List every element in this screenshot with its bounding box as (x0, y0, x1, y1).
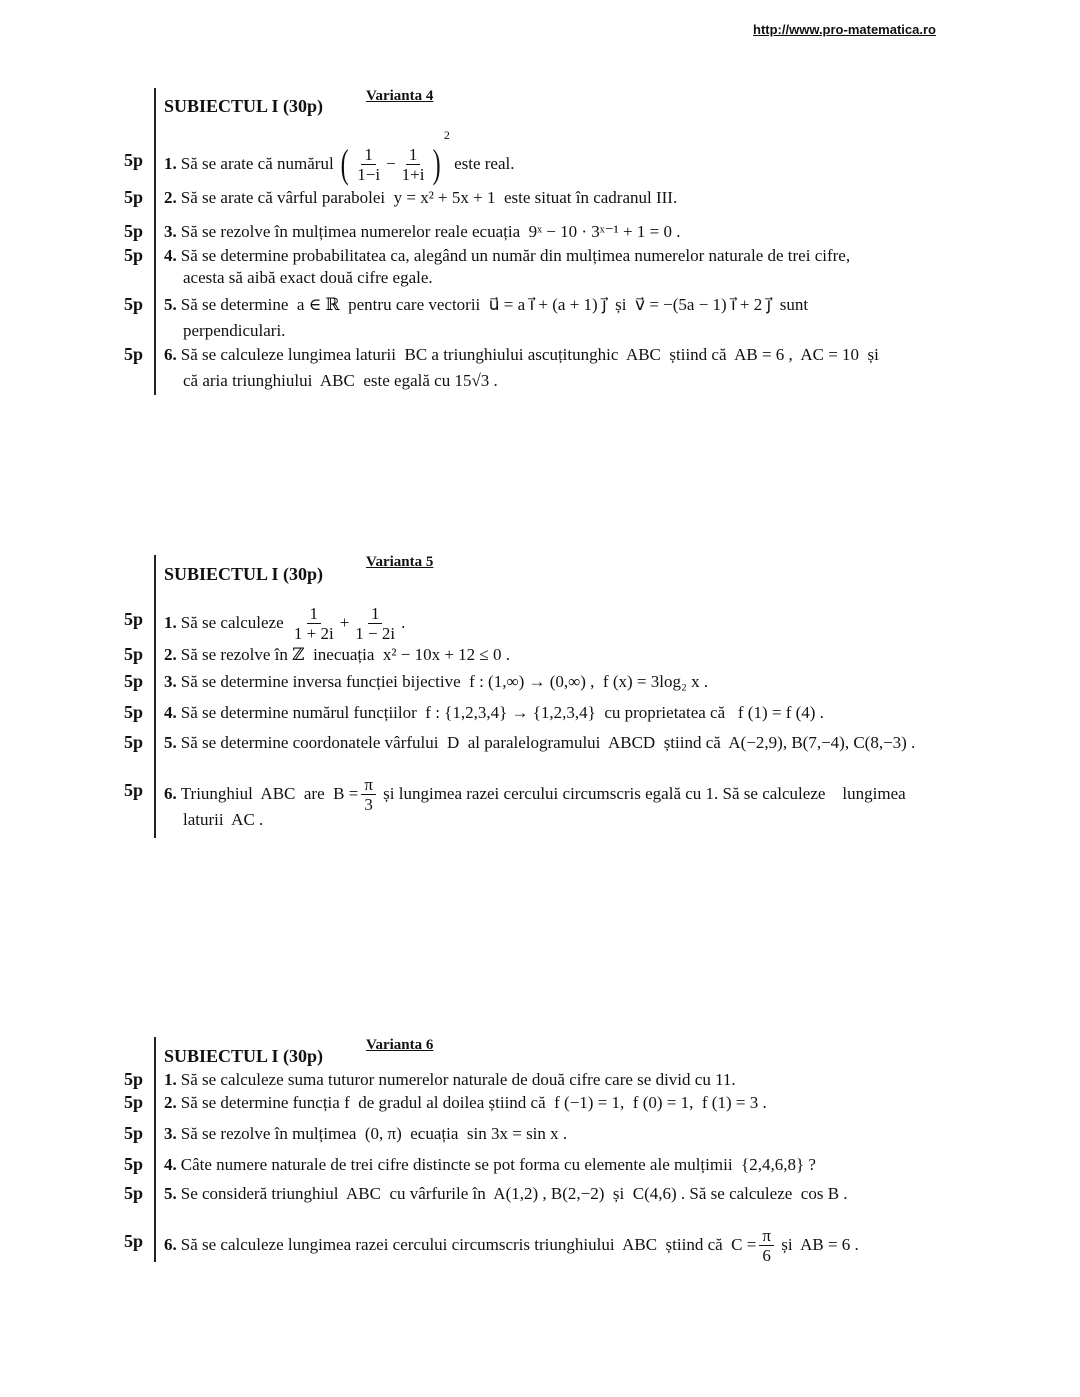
problem-number: 6. (164, 784, 177, 803)
problem-text: Să se arate că numărul (180, 154, 338, 173)
subject-heading: SUBIECTUL I (30p) (164, 564, 324, 584)
margin-rule (154, 88, 156, 395)
problem-text: perpendiculari. (183, 321, 286, 340)
problem-number: 1. (164, 154, 177, 173)
problem-number: 2. (164, 645, 177, 664)
problem-text-line (164, 671, 708, 693)
points-label: 5p (124, 732, 144, 752)
problem-text: Să se determine coordonatele vârfului D al paralelogramului ABCD știind că A(−2,9), B(7,−4), C(8,−3) . (180, 733, 916, 752)
problem-text: Să se calculeze (180, 613, 288, 632)
problem-text-line (164, 1123, 567, 1145)
margin-rule (154, 555, 156, 838)
points-label: 5p (124, 294, 144, 314)
problem-text-line (164, 772, 906, 816)
problem-text: Câte numere naturale de trei cifre distincte se pot forma cu elemente ale mulțimii {2,4,6,8} ? (180, 1155, 816, 1174)
points-label: 5p (124, 644, 144, 664)
fraction-denominator: 1 + 2i (293, 623, 334, 643)
points-label: 5p (124, 1092, 144, 1112)
problem-text-line (164, 245, 850, 267)
problem-text-line (183, 320, 285, 342)
problem-text-line (164, 732, 915, 754)
problem-text: Să se rezolve în mulțimea numerelor reale ecuația 9ˣ − 10 · 3ˣ⁻¹ + 1 = 0 . (180, 222, 681, 241)
problem-text: Să se rezolve în ℤ inecuația x² − 10x + 12 ≤ 0 . (180, 645, 511, 664)
subject-heading: SUBIECTUL I (30p) (164, 1046, 324, 1066)
problem-number: 6. (164, 345, 177, 364)
margin-rule (154, 1037, 156, 1262)
fraction-numerator: 1 (307, 604, 322, 624)
fraction-denominator: 1 − 2i (355, 623, 396, 643)
problem-text-line (183, 809, 263, 831)
parenthesis: ( (340, 141, 349, 186)
problem-text: și lungimea razei cercului circumscris egală cu 1. Să se calculeze lungimea (378, 784, 906, 803)
problem-text: acesta să aibă exact două cifre egale. (183, 268, 433, 287)
fraction-denominator: 6 (762, 1245, 771, 1265)
fraction (352, 604, 398, 643)
problem-text: Să se calculeze suma tuturor numerelor naturale de două cifre care se divid cu 11. (180, 1070, 736, 1089)
points-label: 5p (124, 609, 144, 629)
fraction-denominator: 3 (364, 794, 373, 814)
points-label: 5p (124, 702, 144, 722)
points-label: 5p (124, 1231, 144, 1251)
exponent: 2 (443, 128, 450, 142)
problem-number: 5. (164, 1184, 177, 1203)
fraction-numerator: 1 (368, 604, 383, 624)
problem-text-line (164, 1154, 816, 1176)
problem-text-line (164, 644, 510, 666)
fraction-numerator: π (361, 775, 376, 795)
points-label: 5p (124, 187, 144, 207)
fraction (361, 775, 376, 814)
problem-number: 1. (164, 613, 177, 632)
problem-number: 1. (164, 1070, 177, 1089)
problem-text-line (164, 187, 677, 209)
fraction (399, 145, 428, 184)
problem-text-line (183, 370, 498, 392)
problem-text: că aria triunghiului ABC este egală cu 15√3 . (183, 371, 498, 390)
variant-title: Varianta 5 (366, 554, 434, 570)
problem-text-line (183, 267, 433, 289)
fraction-numerator: 1 (406, 145, 421, 165)
problem-number: 3. (164, 1124, 177, 1143)
fraction (291, 604, 337, 643)
variant-title: Varianta 6 (366, 1037, 434, 1053)
problem-text: Se consideră triunghiul ABC cu vârfurile în A(1,2) , B(2,−2) și C(4,6) . Să se calculeze cos B . (180, 1184, 848, 1203)
points-label: 5p (124, 245, 144, 265)
problem-number: 2. (164, 188, 177, 207)
problem-text: . (401, 613, 406, 632)
problem-text-line (164, 1092, 767, 1114)
problem-number: 4. (164, 703, 177, 722)
problem-number: 3. (164, 222, 177, 241)
problem-text: Triunghiul ABC are B = (180, 784, 359, 803)
problem-text-line (164, 1069, 736, 1091)
fraction-denominator: 1+i (401, 164, 425, 184)
fraction-numerator: 1 (361, 145, 376, 165)
problem-text: Să se rezolve în mulțimea (0, π) ecuația sin 3x = sin x . (180, 1124, 568, 1143)
problem-text: − (386, 154, 396, 173)
problem-text: Să se determine inversa funcției bijective f : (1,∞) → (0,∞) , f (x) = 3log₂ x . (180, 672, 709, 691)
problem-number: 2. (164, 1093, 177, 1112)
problem-number: 4. (164, 1155, 177, 1174)
fraction-denominator: 1−i (357, 164, 381, 184)
points-label: 5p (124, 1154, 144, 1174)
fraction (354, 145, 383, 184)
problem-text-line (164, 128, 515, 186)
fraction (759, 1226, 774, 1265)
variant-title: Varianta 4 (366, 88, 434, 104)
points-label: 5p (124, 344, 144, 364)
problem-number: 5. (164, 295, 177, 314)
points-label: 5p (124, 671, 144, 691)
problem-text: Să se determine numărul funcțiilor f : {1,2,3,4} → {1,2,3,4} cu proprietatea că f (1) = f (4) . (180, 703, 824, 722)
subject-heading: SUBIECTUL I (30p) (164, 96, 324, 116)
problem-text: Să se arate că vârful parabolei y = x² + 5x + 1 este situat în cadranul III. (180, 188, 678, 207)
problem-text: Să se determine probabilitatea ca, alegând un număr din mulțimea numerelor naturale de trei cifre, (180, 246, 851, 265)
problem-text: Să se calculeze lungimea laturii BC a triunghiului ascuțitunghic ABC știind că AB = 6 , AC = 10 și (180, 345, 879, 364)
points-label: 5p (124, 1069, 144, 1089)
problem-text: Să se determine funcția f de gradul al doilea știind că f (−1) = 1, f (0) = 1, f (1) = 3 . (180, 1093, 767, 1112)
fraction-numerator: π (759, 1226, 774, 1246)
problem-number: 3. (164, 672, 177, 691)
problem-text: laturii AC . (183, 810, 264, 829)
source-link[interactable]: http://www.pro-matematica.ro (753, 22, 936, 37)
points-label: 5p (124, 1183, 144, 1203)
points-label: 5p (124, 780, 144, 800)
problem-text-line (164, 344, 879, 366)
problem-text: este real. (449, 154, 515, 173)
problem-text-line (164, 1183, 848, 1205)
problem-text-line (164, 1223, 859, 1267)
problem-number: 4. (164, 246, 177, 265)
points-label: 5p (124, 150, 144, 170)
points-label: 5p (124, 1123, 144, 1143)
problem-number: 6. (164, 1235, 177, 1254)
points-label: 5p (124, 221, 144, 241)
problem-text-line (164, 702, 824, 724)
parenthesis: ) (433, 141, 442, 186)
problem-text-line (164, 601, 405, 645)
problem-text: + (339, 613, 350, 632)
problem-text: Să se determine a ∈ ℝ pentru care vectorii u⃗ = a i⃗ + (a + 1) j⃗ și v⃗ = −(5a − 1) i⃗ + 2 j⃗ sunt (180, 295, 809, 314)
problem-text: Să se calculeze lungimea razei cercului circumscris triunghiului ABC știind că C = (180, 1235, 757, 1254)
problem-text-line (164, 221, 680, 243)
problem-text: și AB = 6 . (776, 1235, 859, 1254)
problem-number: 5. (164, 733, 177, 752)
problem-text-line (164, 294, 808, 316)
